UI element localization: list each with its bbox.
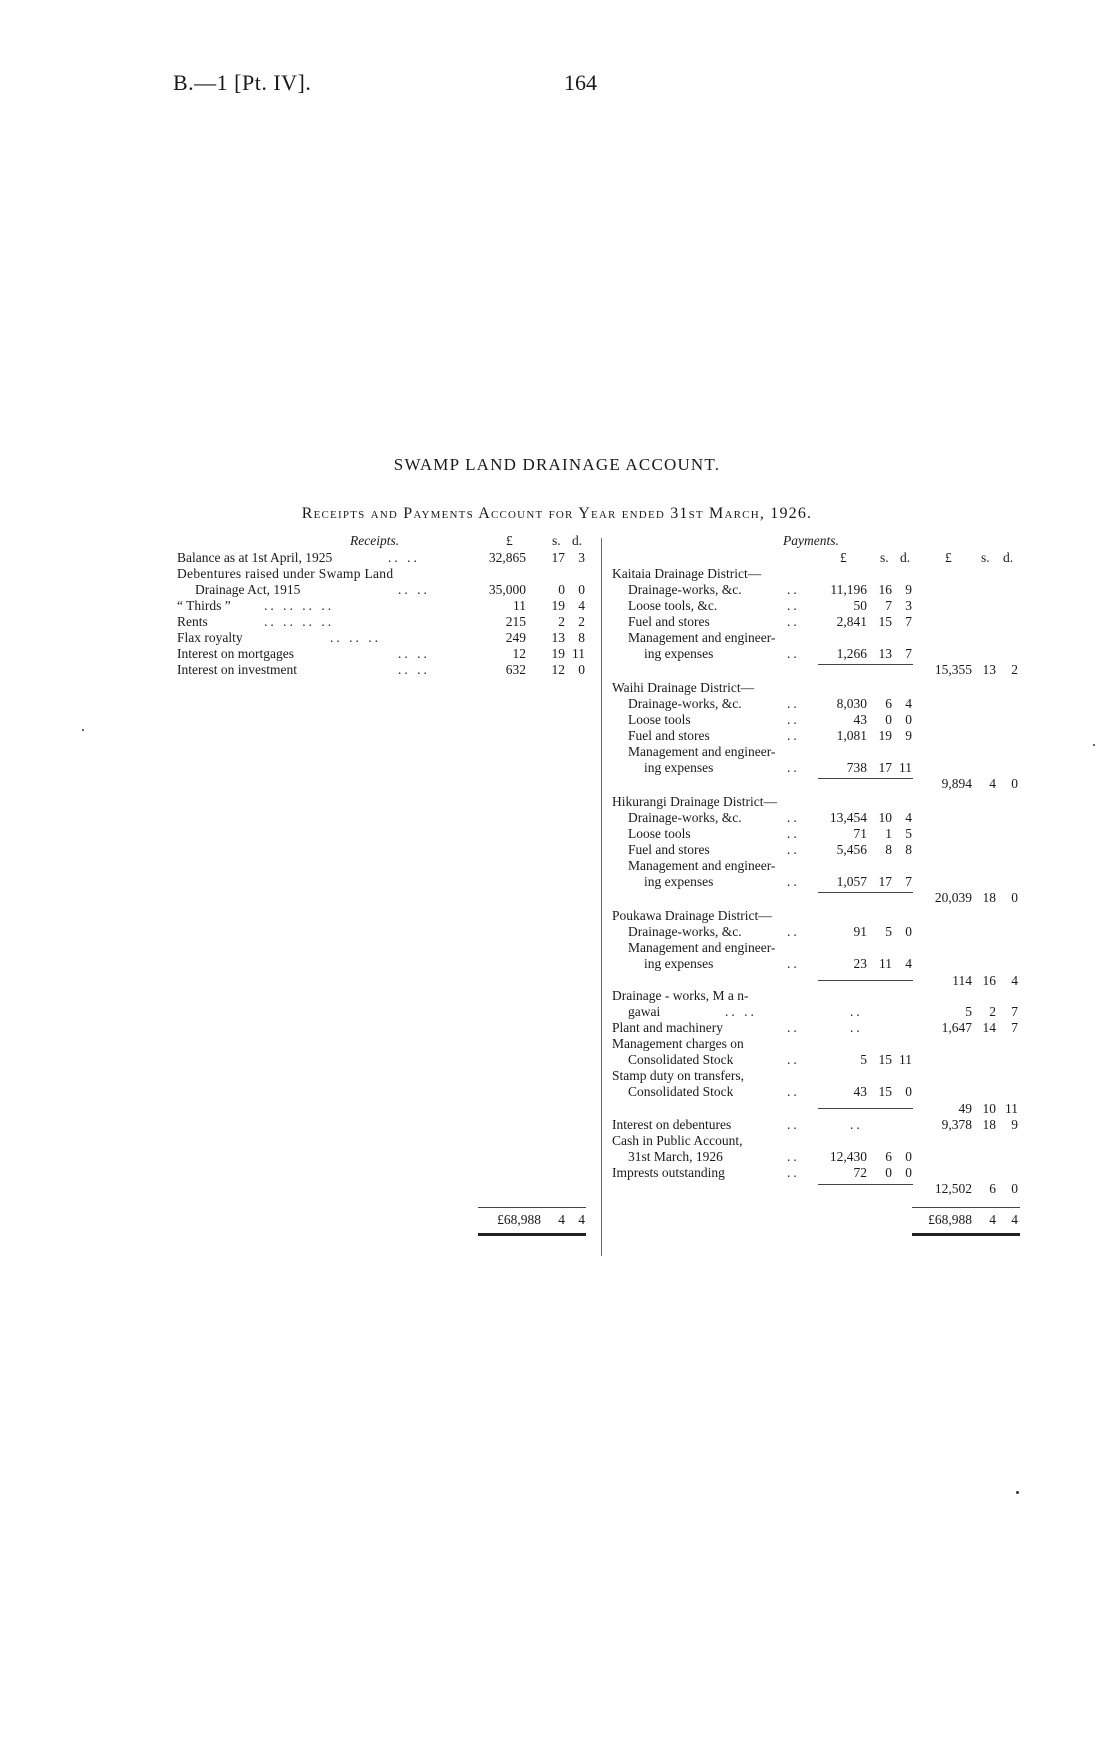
- receipt-pence: 3: [578, 550, 585, 565]
- leader-dots: .. ..: [398, 646, 430, 661]
- leader-dots: .. ..: [388, 550, 420, 565]
- payment-pence: 8: [905, 842, 912, 857]
- payment-label: Loose tools, &c.: [628, 598, 718, 613]
- leader-dots: .. .. .. ..: [264, 614, 335, 629]
- payment-shillings: 5: [885, 924, 892, 939]
- payment-pounds: 11,196: [830, 582, 867, 597]
- district-total-pounds: 9,894: [941, 776, 972, 791]
- leader-dots: ..: [787, 582, 800, 597]
- receipt-label: Drainage Act, 1915: [195, 582, 301, 597]
- receipt-shillings: 2: [558, 614, 565, 629]
- payment-label-continued: 31st March, 1926: [628, 1149, 723, 1164]
- leader-dots: ..: [787, 1052, 800, 1067]
- payment-pounds: 1,266: [836, 646, 867, 661]
- leader-dots: ..: [787, 810, 800, 825]
- payment-total-pounds: 9,378: [941, 1117, 972, 1132]
- payment-pounds: 1,081: [836, 728, 867, 743]
- payment-total-shillings: 18: [982, 1117, 996, 1132]
- receipts-total-rule: [478, 1207, 586, 1208]
- district-heading: Poukawa Drainage District—: [612, 908, 772, 923]
- receipt-pence: 0: [578, 582, 585, 597]
- leader-dots: ..: [787, 1020, 800, 1035]
- receipt-label: Rents: [177, 614, 208, 629]
- payment-total-pounds: 5: [965, 1004, 972, 1019]
- scan-speck: [1016, 1491, 1019, 1494]
- payment-pounds: 71: [853, 826, 867, 841]
- district-total-pence: 0: [1011, 776, 1018, 791]
- leader-dots: ..: [787, 760, 800, 775]
- payment-total-pounds: 1,647: [941, 1020, 972, 1035]
- payments-total-pound-col: £: [945, 550, 952, 565]
- receipt-label: Interest on mortgages: [177, 646, 294, 661]
- receipt-pounds: 215: [505, 614, 526, 629]
- payment-shillings: 16: [878, 582, 892, 597]
- payment-label-continued: Consolidated Stock: [628, 1084, 734, 1099]
- payment-label-continued: ing expenses: [644, 956, 714, 971]
- payments-shilling-col: s.: [880, 550, 889, 565]
- payment-pence: 0: [905, 924, 912, 939]
- payment-pence: 4: [905, 956, 912, 971]
- payment-label: Imprests outstanding: [612, 1165, 725, 1180]
- payment-label: Drainage-works, &c.: [628, 696, 742, 711]
- payment-pence: 0: [905, 1165, 912, 1180]
- district-total-shillings: 4: [989, 776, 996, 791]
- receipt-label: Interest on investment: [177, 662, 297, 677]
- payment-shillings: 19: [878, 728, 892, 743]
- payment-pence: 0: [905, 712, 912, 727]
- payment-shillings: 15: [878, 614, 892, 629]
- district-total-pounds: 20,039: [934, 890, 972, 905]
- payment-pence: 9: [905, 728, 912, 743]
- payment-pounds: 43: [853, 712, 867, 727]
- receipt-shillings: 19: [551, 598, 565, 613]
- payment-pounds: 72: [853, 1165, 867, 1180]
- payment-pence: 4: [905, 696, 912, 711]
- district-heading: Waihi Drainage District—: [612, 680, 755, 695]
- payment-total-pence: 0: [1011, 1181, 1018, 1196]
- payment-shillings: 15: [878, 1084, 892, 1099]
- payment-total-pence: 11: [1005, 1101, 1018, 1116]
- payments-heading: Payments.: [783, 533, 839, 548]
- payment-label: Drainage-works, &c.: [628, 582, 742, 597]
- payment-shillings: 13: [878, 646, 892, 661]
- district-heading: Hikurangi Drainage District—: [612, 794, 777, 809]
- leader-dots: .. ..: [398, 582, 430, 597]
- payments-total-pence: 4: [1011, 1212, 1018, 1227]
- payment-pounds: 12,430: [829, 1149, 867, 1164]
- leader-dots: ..: [787, 712, 800, 727]
- leader-dots: ..: [787, 956, 800, 971]
- receipt-shillings: 12: [551, 662, 565, 677]
- payment-total-shillings: 6: [989, 1181, 996, 1196]
- payments-total-shilling-col: s.: [981, 550, 990, 565]
- leader-dots: ..: [787, 696, 800, 711]
- district-total-pounds: 15,355: [934, 662, 972, 677]
- account-subtitle: Receipts and Payments Account for Year ended 31st March, 1926.: [301, 505, 813, 522]
- receipts-total-pence: 4: [578, 1212, 585, 1227]
- payment-shillings: 11: [879, 956, 892, 971]
- payment-label: Fuel and stores: [628, 842, 710, 857]
- payment-shillings: 1: [885, 826, 892, 841]
- payments-pence-col: d.: [900, 550, 911, 565]
- payment-total-pounds: 12,502: [934, 1181, 972, 1196]
- payment-label: Fuel and stores: [628, 614, 710, 629]
- payment-shillings: 0: [885, 1165, 892, 1180]
- payment-pounds: 5,456: [836, 842, 867, 857]
- subtotal-rule: [818, 778, 913, 779]
- leader-dots: ..: [787, 1117, 800, 1132]
- payment-label: Drainage-works, &c.: [628, 924, 742, 939]
- payment-pence: 7: [905, 874, 912, 889]
- receipts-pence-col: d.: [572, 533, 583, 548]
- payments-total-rule: [912, 1207, 1020, 1208]
- receipts-total-double-rule: [478, 1233, 586, 1236]
- leader-dots: ..: [787, 728, 800, 743]
- payments-pound-col: £: [840, 550, 847, 565]
- subtotal-rule: [818, 892, 913, 893]
- column-divider: [601, 538, 602, 1256]
- receipt-label: Flax royalty: [177, 630, 243, 645]
- payment-label-continued: ing expenses: [644, 874, 714, 889]
- payment-shillings: 17: [878, 760, 892, 775]
- payment-total-shillings: 10: [982, 1101, 996, 1116]
- district-heading: Kaitaia Drainage District—: [612, 566, 762, 581]
- leader-dots: ..: [787, 826, 800, 841]
- payment-pence: 4: [905, 810, 912, 825]
- district-total-shillings: 13: [982, 662, 996, 677]
- payment-shillings: 7: [885, 598, 892, 613]
- receipt-pounds: 32,865: [488, 550, 526, 565]
- payment-pence: 5: [905, 826, 912, 841]
- receipt-shillings: 0: [558, 582, 565, 597]
- payment-label: Management charges on: [612, 1036, 744, 1051]
- receipt-label: Debentures raised under Swamp Land: [177, 566, 394, 581]
- payment-pounds: 8,030: [836, 696, 867, 711]
- payment-label-continued: gawai: [628, 1004, 661, 1019]
- payment-pounds: 23: [853, 956, 867, 971]
- payment-label: Management and engineer-: [628, 858, 776, 873]
- payment-pence: 3: [905, 598, 912, 613]
- receipt-pence: 8: [578, 630, 585, 645]
- leader-dots: ..: [787, 646, 800, 661]
- payments-total-shillings: 4: [989, 1212, 996, 1227]
- leader-dots: ..: [850, 1004, 863, 1019]
- receipts-total-pounds: £68,988: [497, 1212, 541, 1227]
- payment-pence: 9: [905, 582, 912, 597]
- payment-pence: 0: [905, 1084, 912, 1099]
- leader-dots: .. .. ..: [330, 630, 381, 645]
- payment-label-continued: Consolidated Stock: [628, 1052, 734, 1067]
- account-title: SWAMP LAND DRAINAGE ACCOUNT.: [393, 455, 721, 474]
- payment-label: Loose tools: [628, 712, 691, 727]
- payment-shillings: 17: [878, 874, 892, 889]
- receipt-pounds: 35,000: [488, 582, 526, 597]
- payment-pence: 0: [905, 1149, 912, 1164]
- receipt-label: “ Thirds ”: [177, 598, 231, 613]
- payments-total-pence-col: d.: [1003, 550, 1014, 565]
- leader-dots: .. ..: [725, 1004, 757, 1019]
- payment-shillings: 0: [885, 712, 892, 727]
- receipts-pound-col: £: [506, 533, 513, 548]
- scan-speck: [1093, 744, 1095, 746]
- payment-total-pence: 7: [1011, 1004, 1018, 1019]
- payment-total-pence: 9: [1011, 1117, 1018, 1132]
- payment-pounds: 43: [853, 1084, 867, 1099]
- receipt-pence: 11: [572, 646, 585, 661]
- page-number: 164: [564, 70, 597, 95]
- subtotal-rule: [818, 980, 913, 981]
- district-total-pence: 0: [1011, 890, 1018, 905]
- leader-dots: ..: [787, 1149, 800, 1164]
- district-total-pence: 4: [1011, 973, 1018, 988]
- subtotal-rule: [818, 1108, 913, 1109]
- receipt-shillings: 19: [551, 646, 565, 661]
- payments-total-double-rule: [912, 1233, 1020, 1236]
- leader-dots: .. .. .. ..: [264, 598, 335, 613]
- district-total-shillings: 18: [982, 890, 996, 905]
- payment-pence: 11: [899, 760, 912, 775]
- payment-label: Drainage-works, &c.: [628, 810, 742, 825]
- receipt-pence: 0: [578, 662, 585, 677]
- payment-label: Loose tools: [628, 826, 691, 841]
- receipt-pence: 4: [578, 598, 585, 613]
- payment-total-pence: 7: [1011, 1020, 1018, 1035]
- payment-label: Management and engineer-: [628, 940, 776, 955]
- payment-shillings: 6: [885, 1149, 892, 1164]
- receipt-shillings: 17: [551, 550, 565, 565]
- payment-label: Drainage - works, M a n-: [612, 988, 749, 1003]
- district-total-pounds: 114: [952, 973, 972, 988]
- leader-dots: ..: [787, 1165, 800, 1180]
- subtotal-rule: [818, 1184, 913, 1185]
- leader-dots: ..: [787, 874, 800, 889]
- leader-dots: ..: [850, 1020, 863, 1035]
- payment-pounds: 2,841: [836, 614, 867, 629]
- receipt-label: Balance as at 1st April, 1925: [177, 550, 333, 565]
- leader-dots: ..: [787, 1084, 800, 1099]
- payment-label: Management and engineer-: [628, 630, 776, 645]
- payment-shillings: 6: [885, 696, 892, 711]
- leader-dots: ..: [787, 614, 800, 629]
- payment-label: Fuel and stores: [628, 728, 710, 743]
- payment-label: Interest on debentures: [612, 1117, 732, 1132]
- payment-label: Stamp duty on transfers,: [612, 1068, 744, 1083]
- receipts-heading: Receipts.: [350, 533, 400, 548]
- receipt-pounds: 11: [513, 598, 526, 613]
- district-total-pence: 2: [1011, 662, 1018, 677]
- payment-shillings: 10: [878, 810, 892, 825]
- payment-pounds: 50: [853, 598, 867, 613]
- document-reference: B.—1 [Pt. IV].: [173, 70, 312, 95]
- payment-pence: 7: [905, 646, 912, 661]
- leader-dots: ..: [787, 842, 800, 857]
- receipt-pounds: 632: [505, 662, 526, 677]
- payment-pence: 7: [905, 614, 912, 629]
- payment-pence: 11: [899, 1052, 912, 1067]
- payment-label-continued: ing expenses: [644, 760, 714, 775]
- receipt-pence: 2: [578, 614, 585, 629]
- payment-total-shillings: 14: [982, 1020, 996, 1035]
- payment-total-shillings: 2: [989, 1004, 996, 1019]
- receipt-pounds: 12: [512, 646, 526, 661]
- receipts-shilling-col: s.: [552, 533, 561, 548]
- payment-label-continued: ing expenses: [644, 646, 714, 661]
- leader-dots: ..: [787, 924, 800, 939]
- scan-speck: [82, 729, 84, 731]
- receipt-shillings: 13: [551, 630, 565, 645]
- subtotal-rule: [818, 664, 913, 665]
- payments-total-pounds: £68,988: [928, 1212, 972, 1227]
- payment-label: Plant and machinery: [612, 1020, 723, 1035]
- payment-label: Management and engineer-: [628, 744, 776, 759]
- payment-total-pounds: 49: [958, 1101, 972, 1116]
- payment-pounds: 13,454: [829, 810, 867, 825]
- payment-pounds: 91: [853, 924, 867, 939]
- receipts-total-shillings: 4: [558, 1212, 565, 1227]
- payment-pounds: 1,057: [836, 874, 867, 889]
- payment-pounds: 5: [860, 1052, 867, 1067]
- leader-dots: .. ..: [398, 662, 430, 677]
- payment-pounds: 738: [846, 760, 867, 775]
- payment-shillings: 8: [885, 842, 892, 857]
- payment-shillings: 15: [878, 1052, 892, 1067]
- district-total-shillings: 16: [982, 973, 996, 988]
- leader-dots: ..: [787, 598, 800, 613]
- payment-label: Cash in Public Account,: [612, 1133, 743, 1148]
- leader-dots: ..: [850, 1117, 863, 1132]
- receipt-pounds: 249: [505, 630, 526, 645]
